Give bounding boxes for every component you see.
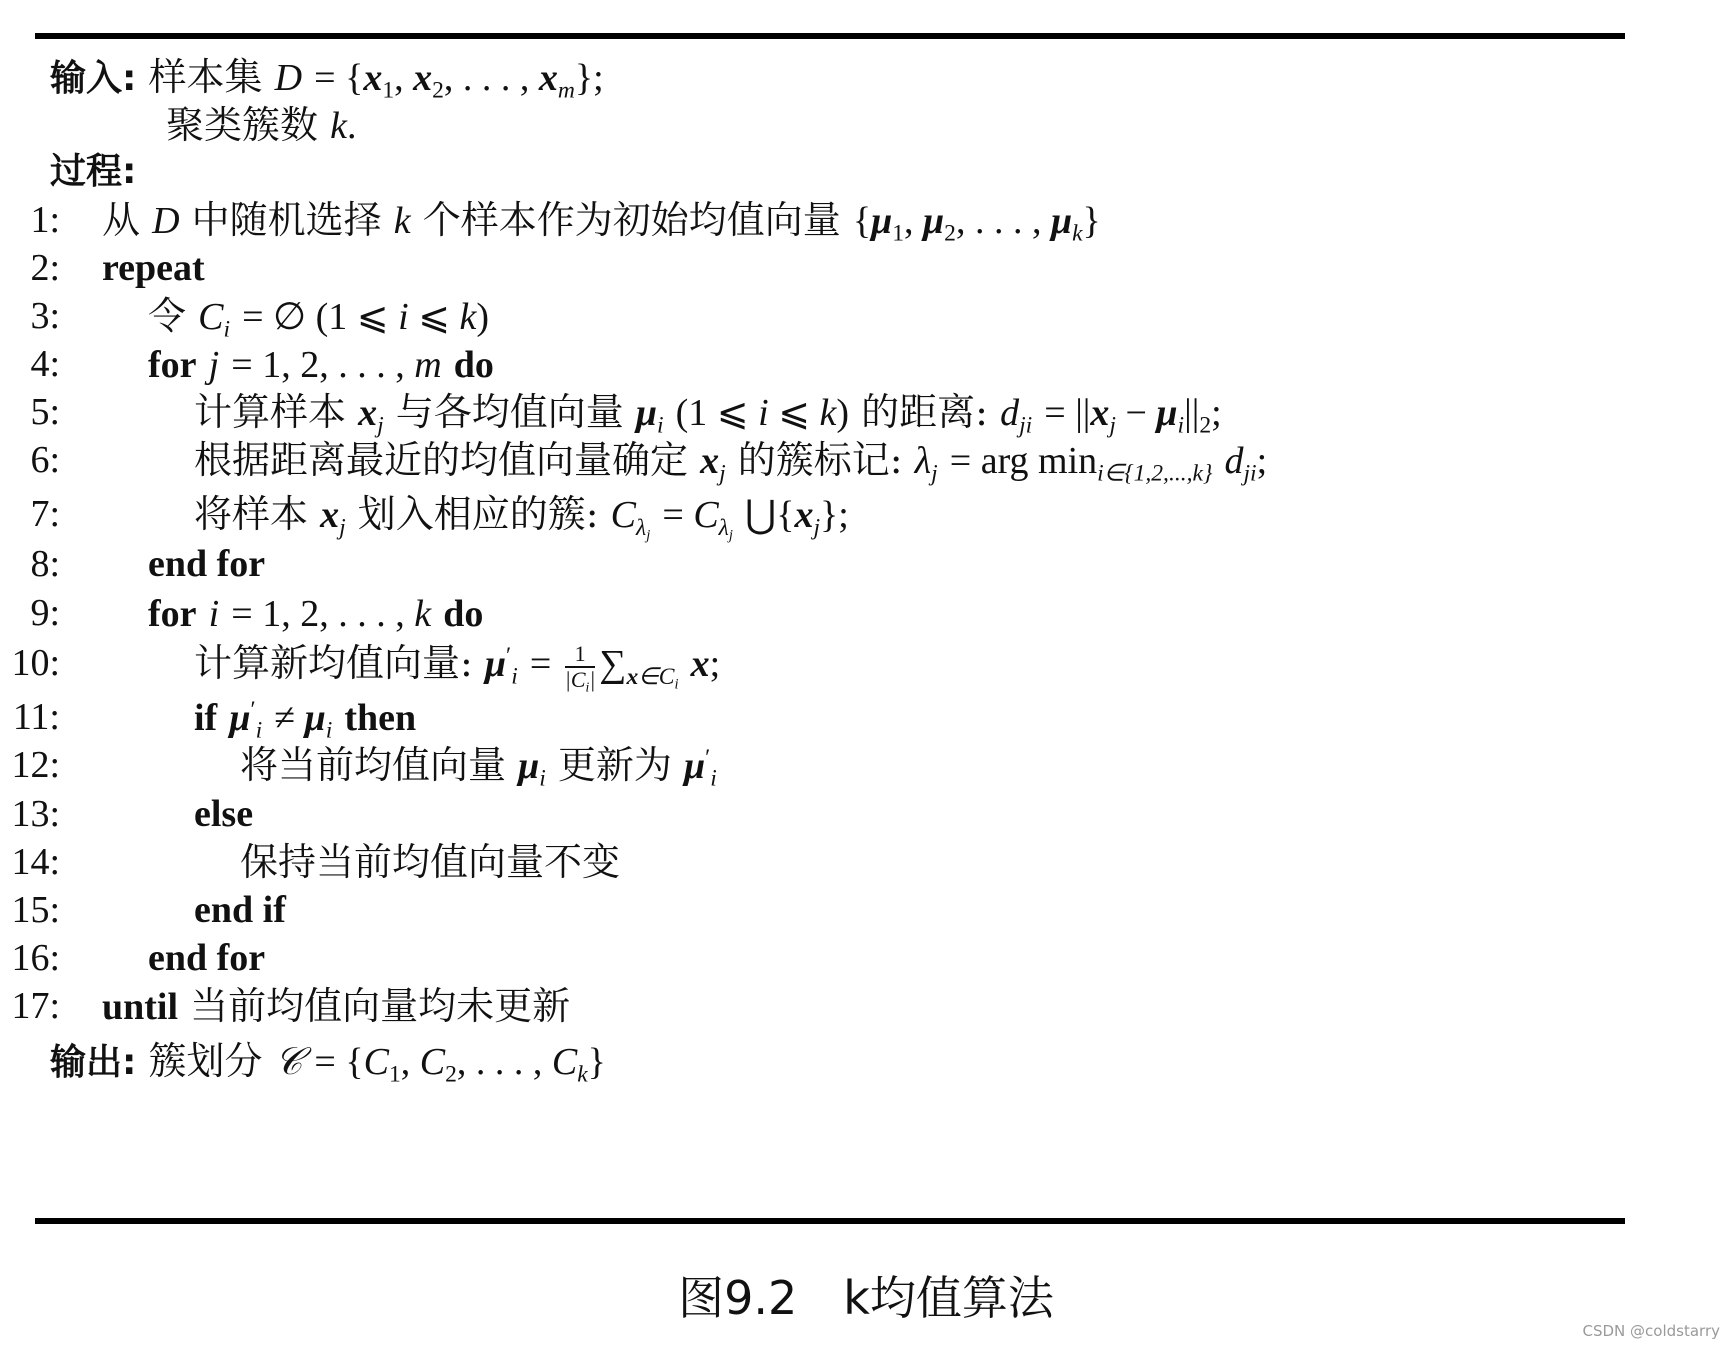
algorithm-step: 6: 根据距离最近的均值向量确定 $x_j$ 的簇标记: $\lambda_j$ = arg $\min_{i\in\{1,2,...,k\}} d_{ji}$; [0, 433, 1700, 487]
algorithm-step: 10: 计算新均值向量: $\mu'_i$ = $\frac{1}{|C_i|}$ $\sum_{x\in C_i}$ x; [0, 636, 1700, 690]
algorithm-step: 16: end for [0, 931, 1700, 985]
step-number: 17: [11, 985, 60, 1027]
algorithm-step: 5: 计算样本 $x_j$ 与各均值向量 $\mu_i$ (1 ⩽ i ⩽ k) 的距离: $d_{ji} = ||x_j - \mu_i||_2$; [0, 385, 1700, 439]
algorithm-step: 17: until 当前均值向量均未更新 [0, 979, 1700, 1033]
algorithm-step: 1: 从 D 中随机选择 k 个样本作为初始均值向量 {$\mu_1$, $\mu_2$, . . . , $\mu_k$} [0, 193, 1700, 247]
input-line-1: 输入: 样本集 $D = \{x_1$, $x_2$, . . . , $x_m$}; [50, 55, 604, 104]
algorithm-step: 2: repeat [0, 241, 1700, 295]
step-number: 4: [30, 343, 60, 385]
algorithm-step: 13: else [0, 787, 1700, 841]
algorithm-step: 14: 保持当前均值向量不变 [0, 835, 1700, 889]
algorithm-step: 11: if $\mu'_i \ne \mu_i$ then [0, 690, 1700, 744]
step-number: 13: [11, 793, 60, 835]
step-number: 2: [30, 247, 60, 289]
step-number: 3: [30, 295, 60, 337]
step-number: 5: [30, 391, 60, 433]
step-number: 14: [11, 841, 60, 883]
fraction: $\frac{1}{|C_i|}$ [564, 640, 596, 694]
algorithm-step: 9: for i = 1, 2, . . . , k do [0, 586, 1700, 640]
step-number: 11: [12, 696, 60, 738]
step-number: 9: [30, 592, 60, 634]
algorithm-step: 15: end if [0, 883, 1700, 937]
algorithm-step: 4: for j = 1, 2, . . . , m do [0, 337, 1700, 391]
input-sample-set-text: 样本集 [148, 55, 263, 99]
step-number: 16: [11, 937, 60, 979]
algorithm-step: 7: 将样本 $x_j$ 划入相应的簇: $C_{\lambda_j} = C_{\lambda_j}$ $⋃\{x_j\}$; [0, 487, 1700, 541]
watermark: CSDN @coldstarry [1582, 1322, 1720, 1340]
step-number: 15: [11, 889, 60, 931]
input-label: 输入: [50, 58, 137, 99]
step-number: 10: [11, 642, 60, 684]
top-rule [35, 33, 1625, 39]
bottom-rule [35, 1218, 1625, 1224]
step-number: 8: [30, 543, 60, 585]
algorithm-step: 12: 将当前均值向量 $\mu_i$ 更新为 $\mu'_i$ [0, 738, 1700, 792]
step-number: 12: [11, 744, 60, 786]
algorithm-step: 3: 令 $C_i$ = ∅ (1 ⩽ i ⩽ k) [0, 289, 1700, 343]
input-cluster-count-text: 聚类簇数 [166, 103, 319, 147]
step-number: 6: [30, 439, 60, 481]
step-number: 1: [30, 199, 60, 241]
figure-caption: 图9.2 k均值算法 [678, 1271, 1054, 1325]
process-heading [0, 145, 1700, 199]
output-label: 输出: [50, 1042, 137, 1083]
algorithm-step: 8: end for [0, 537, 1700, 591]
input-line-2: 聚类簇数 k. [166, 103, 357, 147]
step-number: 7: [30, 493, 60, 535]
output-line: 输出: 簇划分 𝒞 = {$C_1$, $C_2$, . . . , $C_k$} [50, 1039, 606, 1088]
output-text: 簇划分 [148, 1039, 263, 1083]
process-label: 过程: [50, 151, 137, 192]
